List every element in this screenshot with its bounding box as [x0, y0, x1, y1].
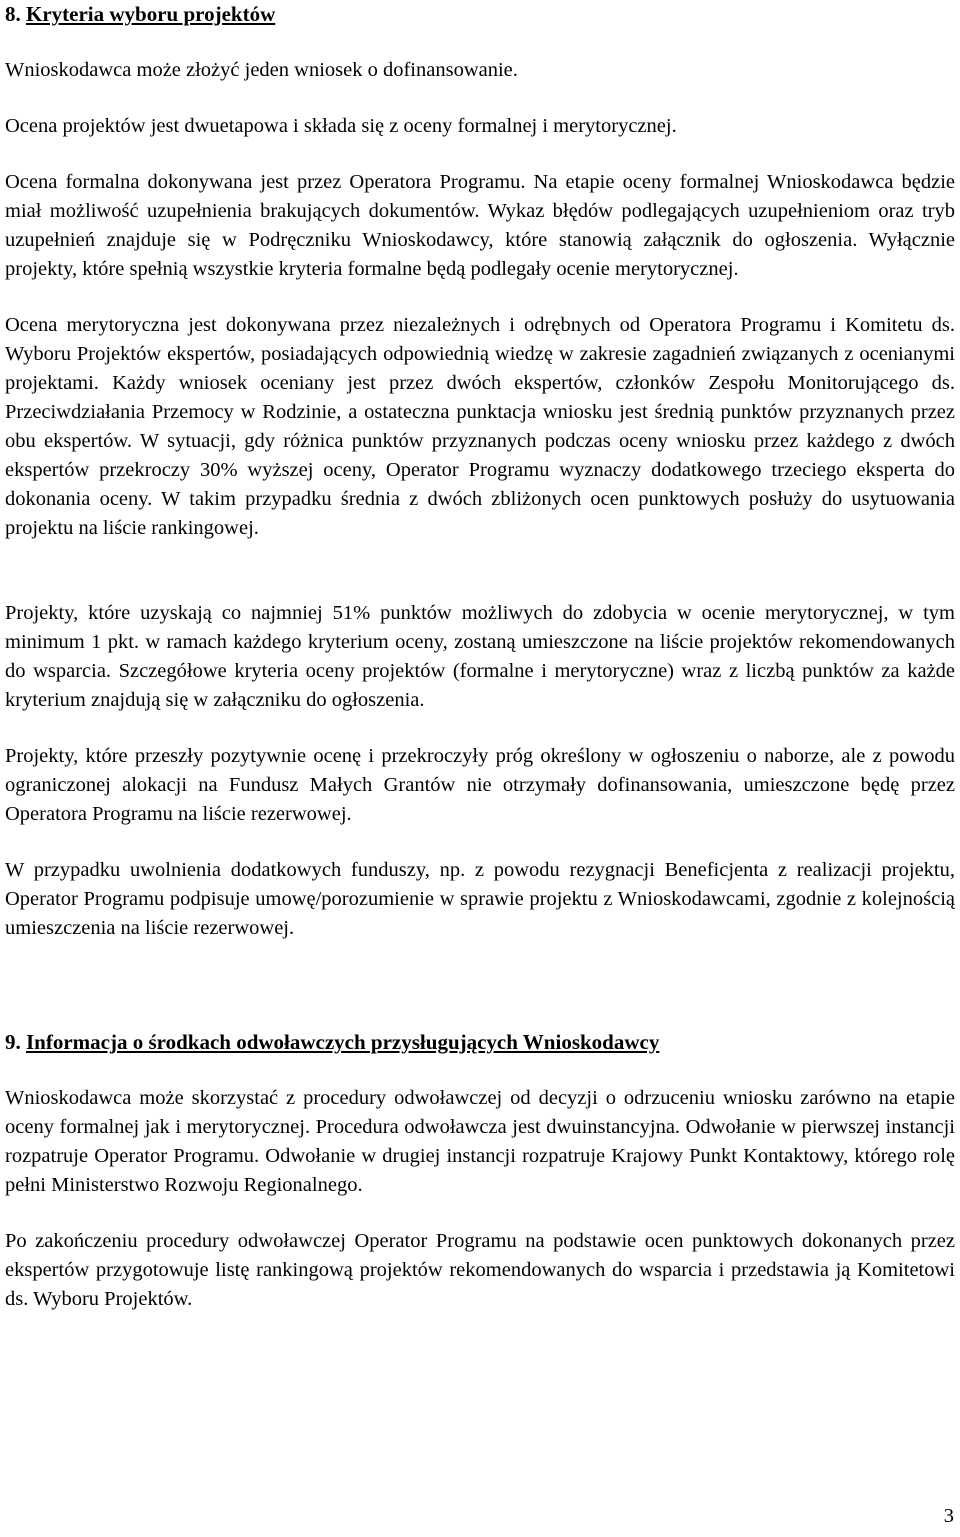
section-9-paragraph-2: Po zakończeniu procedury odwoławczej Operator Programu na podstawie ocen punktowych dokonanych przez ekspertów przygotowuje listę rankingową projektów rekomendowanych do wsparcia i przedstawia ją Komitetowi ds. Wyboru Projektów.: [5, 1230, 955, 1310]
document-page: [5, 0, 955, 1314]
section-8-paragraph-1: Wnioskodawca może złożyć jeden wniosek o dofinansowanie.: [5, 59, 518, 81]
section-9-heading: [5, 1028, 955, 1057]
section-8-number: 8.: [5, 2, 21, 26]
section-9-paragraph-1: Wnioskodawca może skorzystać z procedury odwoławczej od decyzji o odrzuceniu wniosku zarówno na etapie oceny formalnej jak i merytorycznej. Procedura odwoławcza jest dwuinstancyjna. Odwołanie w pierwszej instancji rozpatruje Operator Programu. Odwołanie w drugiej instancji rozpatruje Krajowy Punkt Kontaktowy, którego rolę pełni Ministerstwo Rozwoju Regionalnego.: [5, 1087, 955, 1196]
section-9-title: Informacja o środkach odwoławczych przysługujących Wnioskodawcy: [26, 1030, 660, 1054]
section-8-paragraph-5: Projekty, które uzyskają co najmniej 51% punktów możliwych do zdobycia w ocenie merytorycznej, w tym minimum 1 pkt. w ramach każdego kryterium oceny, zostaną umieszczone na liście projektów rekomendowanych do wsparcia. Szczegółowe kryteria oceny projektów (formalne i merytoryczne) wraz z liczbą punktów za każde kryterium znajdują się w załączniku do ogłoszenia.: [5, 602, 955, 711]
section-8-paragraph-3: Ocena formalna dokonywana jest przez Operatora Programu. Na etapie oceny formalnej Wnioskodawca będzie miał możliwość uzupełnienia brakujących dokumentów. Wykaz błędów podlegających uzupełnieniom oraz tryb uzupełnień znajduje się w Podręczniku Wnioskodawcy, które stanowią załącznik do ogłoszenia. Wyłącznie projekty, które spełnią wszystkie kryteria formalne będą podlegały ocenie merytorycznej.: [5, 171, 955, 280]
section-9-number: 9.: [5, 1030, 21, 1054]
section-8-paragraph-6: Projekty, które przeszły pozytywnie ocenę i przekroczyły próg określony w ogłoszeniu o naborze, ale z powodu ograniczonej alokacji na Fundusz Małych Grantów nie otrzymały dofinansowania, umieszczone będę przez Operatora Programu na liście rezerwowej.: [5, 745, 955, 825]
section-8-paragraph-7: W przypadku uwolnienia dodatkowych funduszy, np. z powodu rezygnacji Beneficjenta z realizacji projektu, Operator Programu podpisuje umowę/porozumienie w sprawie projektu z Wnioskodawcami, zgodnie z kolejnością umieszczenia na liście rezerwowej.: [5, 859, 955, 939]
section-8-heading: [5, 0, 955, 29]
section-8-title: Kryteria wyboru projektów: [26, 2, 276, 26]
page-number: 3: [943, 1505, 954, 1527]
section-8-paragraph-2: Ocena projektów jest dwuetapowa i składa się z oceny formalnej i merytorycznej.: [5, 115, 677, 137]
section-8-paragraph-4: Ocena merytoryczna jest dokonywana przez niezależnych i odrębnych od Operatora Programu i Komitetu ds. Wyboru Projektów ekspertów, posiadających odpowiednią wiedzę w zakresie zagadnień związanych z ocenianymi projektami. Każdy wniosek oceniany jest przez dwóch ekspertów, członków Zespołu Monitorującego ds. Przeciwdziałania Przemocy w Rodzinie, a ostateczna punktacja wniosku jest średnią punktów przyznanych przez obu ekspertów. W sytuacji, gdy różnica punktów przyznanych podczas oceny wniosku przez każdego z dwóch ekspertów przekroczy 30% wyższej oceny, Operator Programu wyznaczy dodatkowego trzeciego eksperta do dokonania oceny. W takim przypadku średnia z dwóch zbliżonych ocen punktowych posłuży do usytuowania projektu na liście rankingowej.: [5, 314, 955, 539]
